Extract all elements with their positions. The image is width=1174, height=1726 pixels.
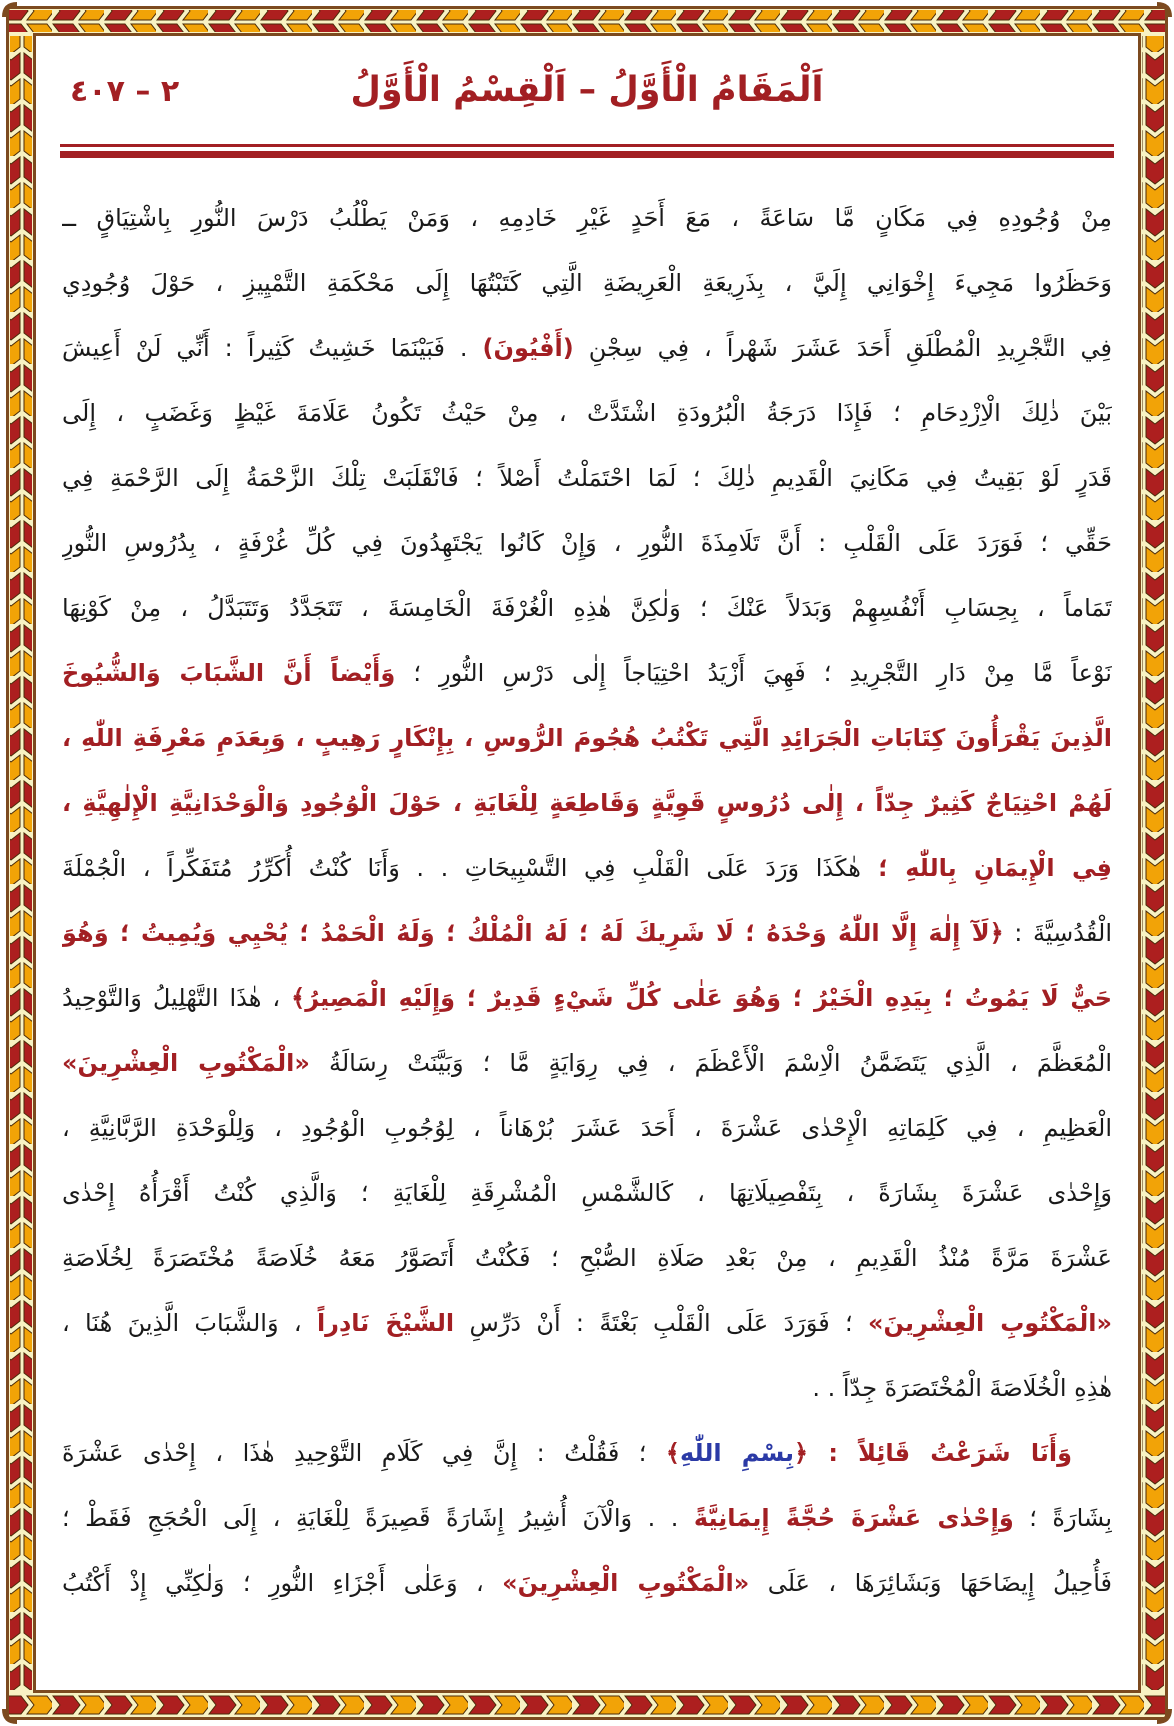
text-line [62,316,1112,381]
text-line [62,576,1112,641]
body-text [62,186,1112,1616]
text-line [62,1356,1112,1421]
divider-thick-rule [60,151,1114,158]
text-line [62,1486,1112,1551]
text-line [62,381,1112,446]
body-text-segment: حَقِّي ؛ فَوَرَدَ عَلَى الْقَلْبِ : أَنَّ تَلَامِذَةَ النُّورِ ، وَإِنْ كَانُوا يَجْتَهِدُونَ فِي كُلِّ غُرْفَةٍ ، بِدُرُوسِ النُّورِ [62,529,1112,557]
header-divider [60,144,1114,158]
body-text-segment: ؛ فَوَرَدَ عَلَى الْقَلْبِ بَغْتَةً : أَنْ دَرِّسِ [454,1309,868,1337]
body-text-segment: وَإِحْدٰى عَشْرَةَ بِشَارَةً ، بِتَفْصِيلَاتِهَا ، كَالشَّمْسِ الْمُشْرِقَةِ لِلْغَايَةِ ؛ وَالَّذِي كُنْتُ أَقْرَأُهُ إِحْدٰى [62,1179,1112,1207]
page-number: ٢ – ٤٠٧ [70,74,180,109]
text-line [62,641,1112,706]
page-header [36,62,1138,138]
text-line [62,836,1112,901]
divider-thin-rule [60,144,1114,147]
body-text-segment: الْقُدُسِيَّةَ : [1003,919,1112,947]
text-line [62,251,1112,316]
text-line [62,1096,1112,1161]
red-emphasis-text: «الْمَكْتُوبِ الْعِشْرِينَ» [867,1309,1112,1337]
body-text-segment: ، وَالشَّبَابَ الَّذِينَ هُنَا ، [62,1309,317,1337]
text-line [62,1421,1112,1486]
body-text-segment: فِي التَّجْرِيدِ الْمُطْلَقِ أَحَدَ عَشَرَ شَهْراً ، فِي سِجْنِ [573,334,1112,362]
body-text-segment: الْعَظِيمِ ، فِي كَلِمَاتِهِ الْإِحْدٰى عَشْرَةَ ، أَحَدَ عَشَرَ بُرْهَاناً ، لِوُجُوبِ الْوُجُودِ ، وَلِلْوَحْدَةِ الرَّبَّانِيَّةِ ، [62,1114,1112,1142]
body-text-segment: ، وَعَلٰى أَجْزَاءِ النُّورِ ؛ وَلٰكِنِّي إِذْ أَكْتُبُ [62,1569,503,1597]
body-text-segment: تَمَاماً ، بِحِسَابِ أَنْفُسِهِمْ وَبَدَلاً عَنْكَ ؛ وَلٰكِنَّ هٰذِهِ الْغُرْفَةَ الْخَامِسَةَ ، تَتَجَدَّدُ وَتَتَبَدَّلُ ، مِنْ كَوْنِهَا [62,594,1112,622]
text-line [62,771,1112,836]
body-text-segment: بِشَارَةً ؛ [1013,1504,1112,1532]
red-emphasis-text: ﴾ [665,1439,680,1467]
red-emphasis-text: وَأَيْضاً أَنَّ الشَّبَابَ وَالشُّيُوخَ [62,659,396,687]
red-emphasis-text: (أَفْيُونَ) [482,334,574,362]
body-text-segment: نَوْعاً مَّا مِنْ دَارِ التَّجْرِيدِ ؛ فَهِيَ أَزْيَدُ احْتِيَاجاً إِلٰى دَرْسِ النُّورِ ؛ [395,659,1112,687]
body-text-segment: قَدَرٍ لَوْ بَقِيتُ فِي مَكَانِيَ الْقَدِيمِ ذٰلِكَ ؛ لَمَا احْتَمَلْتُ أَصْلاً ؛ فَانْقَلَبَتْ تِلْكَ الزَّحْمَةُ إِلَى الرَّحْمَةِ فِي [62,464,1112,492]
body-text-segment: ؛ فَقُلْتُ : إِنَّ فِي كَلَامِ التَّوْحِيدِ هٰذَا ، إِحْدٰى عَشْرَةَ [62,1439,666,1467]
body-text-segment: بَيْنَ ذٰلِكَ الْاِزْدِحَامِ ؛ فَإِذَا دَرَجَةُ الْبُرُودَةِ اشْتَدَّتْ ، مِنْ حَيْثُ تَكُونُ عَلَامَةَ غَيْظٍ وَغَضَبٍ ، إِلَى [62,399,1112,427]
red-emphasis-text: فِي الْإِيمَانِ بِاللّٰهِ ؛ [860,854,1112,882]
text-line [62,1161,1112,1226]
text-line [62,1551,1112,1616]
red-emphasis-text: الَّذِينَ يَقْرَأُونَ كِتَابَاتِ الْجَرَائِدِ الَّتِي تَكْتُبُ هُجُومَ الرُّوسِ ، بِإِنْكَارٍ رَهِيبٍ ، وَبِعَدَمِ مَعْرِفَةِ اللّٰهِ ، [62,724,1112,752]
text-line [62,446,1112,511]
red-emphasis-text: الشَّيْخَ نَادِراً [316,1309,455,1337]
body-text-segment: هٰكَذَا وَرَدَ عَلَى الْقَلْبِ فِي التَّسْبِيحَاتِ . . وَأَنَا كُنْتُ أُكَرِّرُ مُتَفَكِّراً ، الْجُمْلَةَ [62,854,861,882]
red-emphasis-text: وَأَنَا شَرَعْتُ قَائِلاً : ﴿ [794,1439,1073,1467]
text-line [62,1291,1112,1356]
body-text-segment: فَأُحِيلُ إِيضَاحَهَا وَبَشَائِرَهَا ، عَلَى [749,1569,1112,1597]
text-line [62,966,1112,1031]
text-line [62,901,1112,966]
text-line [62,706,1112,771]
red-emphasis-text: «الْمَكْتُوبِ الْعِشْرِينَ» [62,1049,310,1077]
body-text-segment: . . وَالْآنَ أُشِيرُ إِشَارَةً قَصِيرَةً لِلْغَايَةِ ، إِلَى الْحُجَجِ فَقَطْ ؛ [62,1504,694,1532]
body-text-segment: عَشْرَةَ مَرَّةً مُنْذُ الْقَدِيمِ ، مِنْ بَعْدِ صَلَاةِ الصُّبْحِ ؛ فَكُنْتُ أَتَصَوَّرُ مَعَهُ خُلَاصَةً مُخْتَصَرَةً لِخُلَاصَةِ [62,1244,1112,1272]
page-content [36,36,1138,1690]
body-text-segment: ، هٰذَا التَّهْلِيلُ وَالتَّوْحِيدُ [62,984,292,1012]
text-line [62,1226,1112,1291]
text-line [62,511,1112,576]
red-emphasis-text: وَإِحْدٰى عَشْرَةَ حُجَّةً إِيمَانِيَّةً [693,1504,1014,1532]
body-text-segment: وَحَظَرُوا مَجِيءَ إِخْوَانِي إِلَيَّ ، بِذَرِيعَةِ الْعَرِيضَةِ الَّتِي كَتَبْتُهَا إِلَى مَحْكَمَةِ التَّمْيِيزِ ، حَوْلَ وُجُودِي [62,269,1112,297]
bismillah-text: بِسْمِ اللّٰهِ [679,1439,795,1467]
red-emphasis-text: لَهُمْ احْتِيَاجٌ كَثِيرٌ جِدّاً ، إِلٰى دُرُوسٍ قَوِيَّةٍ وَقَاطِعَةٍ لِلْغَايَةِ ، حَوْلَ الْوُجُودِ وَالْوَحْدَانِيَّةِ الْإِلٰهِيَّةِ ، [62,789,1112,817]
red-emphasis-text: حَيٌّ لَا يَمُوتُ ؛ بِيَدِهِ الْخَيْرُ ؛ وَهُوَ عَلٰى كُلِّ شَيْءٍ قَدِيرٌ ؛ وَإِلَيْهِ الْمَصِيرُ﴾ [291,984,1112,1012]
body-text-segment: مِنْ وُجُودِهِ فِي مَكَانٍ مَّا سَاعَةً ، مَعَ أَحَدٍ غَيْرِ خَادِمِهِ ، وَمَنْ يَطْلُبُ دَرْسَ النُّورِ بِاشْتِيَاقٍ ــ [62,204,1112,232]
text-line [62,1031,1112,1096]
red-emphasis-text: ﴿لَآ إِلٰهَ إِلَّا اللّٰهُ وَحْدَهُ ؛ لَا شَرِيكَ لَهُ ؛ لَهُ الْمُلْكُ ؛ وَلَهُ الْحَمْدُ ؛ يُحْيِي وَيُمِيتُ ؛ وَهُوَ [62,919,1004,947]
body-text-segment: الْمُعَظَّمَ ، الَّذِي يَتَضَمَّنُ الْاِسْمَ الْأَعْظَمَ ، فِي رِوَايَةٍ مَّا ؛ وَبَيَّنَتْ رِسَالَةُ [309,1049,1112,1077]
text-line [62,186,1112,251]
body-text-segment: هٰذِهِ الْخُلَاصَةَ الْمُخْتَصَرَةَ جِدّاً . . [812,1374,1112,1402]
body-text-segment: . فَبَيْنَمَا خَشِيتُ كَثِيراً : أَنِّي لَنْ أَعِيشَ [62,334,483,362]
page-title: اَلْمَقَامُ الْأَوَّلُ – اَلْقِسْمُ الْأَوَّلُ [350,70,824,110]
red-emphasis-text: «الْمَكْتُوبِ الْعِشْرِينَ» [502,1569,750,1597]
